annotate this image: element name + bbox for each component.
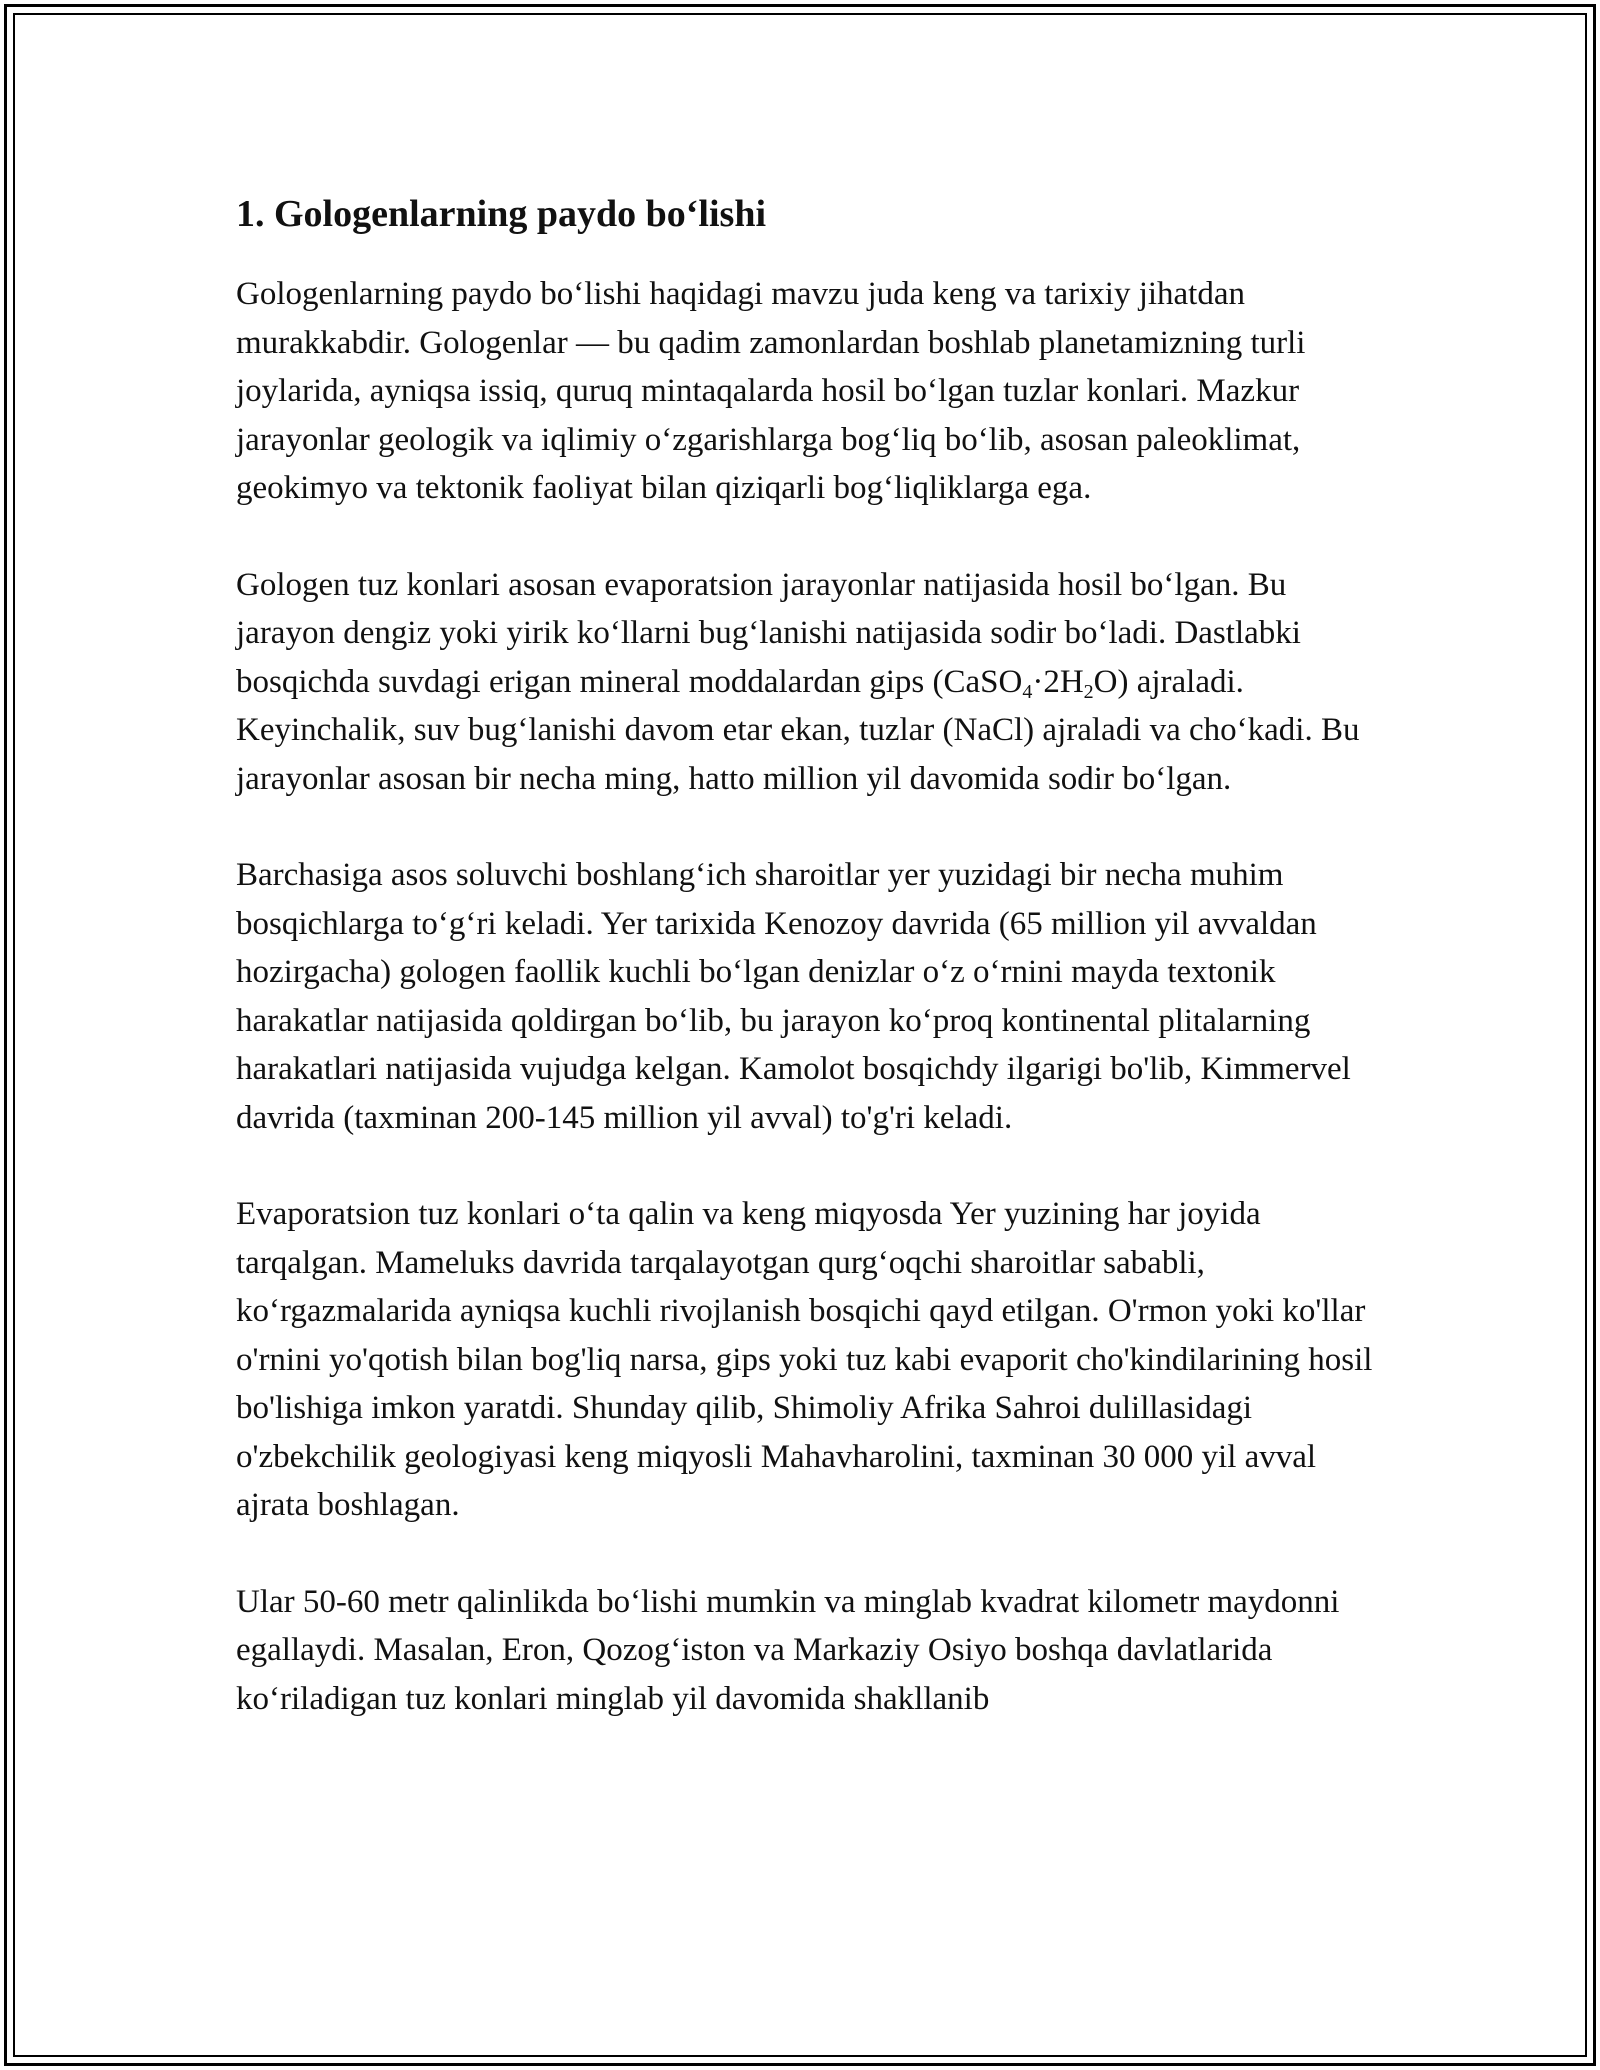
paragraph-2-text-before-formula: Gologen tuz konlari asosan evaporatsion jarayonlar natijasida hosil bo‘lgan. Bu jarayon dengiz yoki yirik ko‘llarni bug‘lanishi natijasida sodir bo‘ladi. Dastlabki bosqichda suvdagi erigan mineral moddalardan gips	[236, 566, 1301, 700]
paragraph-5: Ular 50-60 metr qalinlikda bo‘lishi mumkin va minglab kvadrat kilometr maydonni egallaydi. Masalan, Eron, Qozog‘iston va Markaziy Osiyo boshqa davlatlarida ko‘riladigan tuz konlari minglab yil davomida shakllanib	[236, 1583, 1340, 1717]
gypsum-formula	[932, 663, 1129, 703]
formula-part-2: ·2H	[1032, 663, 1084, 700]
paragraph-1: Gologenlarning paydo bo‘lishi haqidagi mavzu juda keng va tarixiy jihatdan murakkabdir. Gologenlar — bu qadim zamonlardan boshlab planetamizning turli joylarida, ayniqsa issiq, quruq mintaqalarda hosil bo‘lgan tuzlar konlari. Mazkur jarayonlar geologik va iqlimiy o‘zgarishlarga bog‘liq bo‘lib, asosan paleoklimat, geokimyo va tektonik faoliyat bilan qiziqarli bog‘liqliklarga ega.	[236, 276, 1306, 506]
formula-subscript-2: 2	[1083, 680, 1094, 703]
paragraph-4: Evaporatsion tuz konlari o‘ta qalin va keng miqyosda Yer yuzining har joyida tarqalgan. Mameluks davrida tarqalayotgan qurg‘oqchi sharoitlar sababli, ko‘rgazmalarida ayniqsa kuchli rivojlanish bosqichi qayd etilgan. O'rmon yoki ko'llar o'rnini yo'qotish bilan bog'liq narsa, gips yoki tuz kabi evaporit cho'kindilarining hosil bo'lishiga imkon yaratdi. Shunday qilib, Shimoliy Afrika Sahroi dulillasidagi o'zbekchilik geologiyasi keng miqyosli Mahavharolini, taxminan 30 000 yil avval ajrata boshlagan.	[236, 1196, 1373, 1523]
document-body	[236, 186, 1386, 1771]
formula-subscript-1: 4	[1022, 680, 1033, 703]
paragraph-2	[236, 561, 1386, 804]
paragraph-3: Barchasiga asos soluvchi boshlang‘ich sharoitlar yer yuzidagi bir necha muhim bosqichlarga to‘g‘ri keladi. Yer tarixida Kenozoy davrida (65 million yil avvaldan hozirgacha) gologen faollik kuchli bo‘lgan denizlar o‘z o‘rnini mayda textonik harakatlar natijasida qoldirgan bo‘lib, bu jarayon ko‘proq kontinental plitalarning harakatlari natijasida vujudga kelgan. Kamolot bosqichdy ilgarigi bo'lib, Kimmervel davrida (taxminan 200-145 million yil avval) to'g'ri keladi.	[236, 857, 1351, 1136]
formula-part-1: (CaSO	[932, 663, 1023, 700]
paragraph-2-text-after-formula: ajraladi. Keyinchalik, suv bug‘lanishi davom etar ekan, tuzlar (NaCl) ajraladi va cho‘kadi. Bu jarayonlar asosan bir necha ming, hatto million yil davomida sodir bo‘lgan.	[236, 663, 1360, 797]
formula-part-3: O)	[1093, 663, 1129, 700]
section-heading: 1. Gologenlarning paydo bo‘lishi	[236, 193, 767, 235]
